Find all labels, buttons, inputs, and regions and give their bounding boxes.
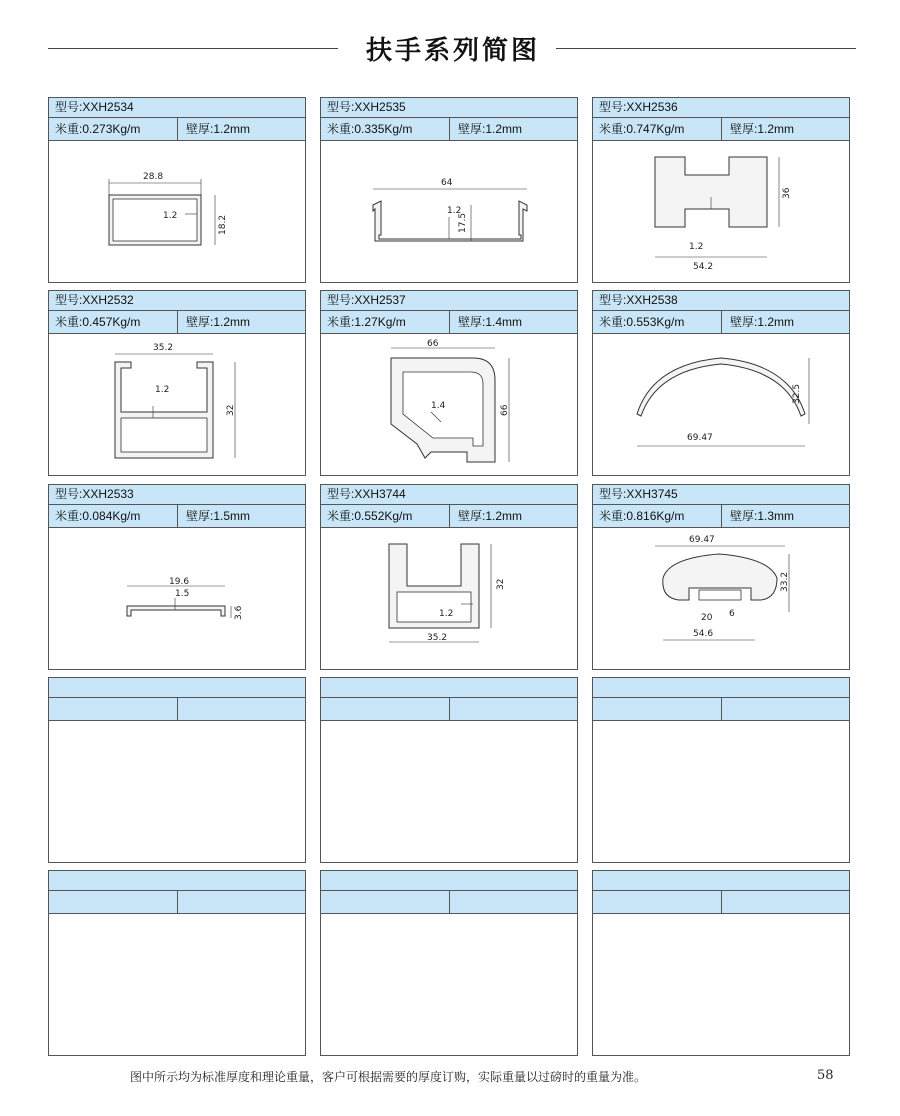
model-label: 型号: [599, 487, 627, 501]
weight-cell [593, 891, 722, 913]
profile-drawing-svg [321, 141, 577, 282]
weight-cell [321, 698, 450, 720]
weight-cell [593, 505, 722, 527]
profile-drawing [49, 141, 305, 282]
weight-cell [321, 311, 450, 333]
spec-row [593, 698, 849, 721]
weight-label: 米重: [599, 509, 627, 523]
weight-cell [593, 311, 722, 333]
profile-drawing-svg [593, 334, 849, 475]
weight-value: 0.747Kg/m [626, 122, 685, 136]
spec-row [49, 891, 305, 914]
product-card-xxh2533 [48, 484, 306, 670]
profile-drawing-svg [49, 334, 305, 475]
model-row [593, 485, 849, 505]
model-value: XXH3744 [354, 487, 406, 501]
wall-cell [450, 118, 579, 140]
title-rule-right [556, 48, 856, 49]
weight-value: 0.552Kg/m [354, 509, 413, 523]
dim-wall: 1.4 [431, 401, 446, 411]
model-label: 型号: [599, 293, 627, 307]
spec-row [321, 505, 577, 528]
weight-label: 米重: [327, 509, 355, 523]
weight-cell [49, 118, 178, 140]
profile-outline [655, 157, 767, 227]
dim-wall: 1.2 [447, 206, 462, 216]
wall-cell [450, 698, 579, 720]
wall-value: 1.4mm [485, 315, 523, 329]
weight-cell [593, 118, 722, 140]
profile-inner [113, 199, 197, 241]
wall-label: 壁厚: [186, 122, 214, 136]
wall-value: 1.2mm [757, 315, 795, 329]
spec-row [321, 891, 577, 914]
model-row [593, 291, 849, 311]
wall-value: 1.2mm [213, 315, 251, 329]
wall-label: 壁厚: [730, 315, 758, 329]
weight-label: 米重: [55, 315, 83, 329]
weight-value: 0.553Kg/m [626, 315, 685, 329]
wall-label: 壁厚: [458, 315, 486, 329]
product-card-xxh3745 [592, 484, 850, 670]
weight-value: 0.816Kg/m [626, 509, 685, 523]
model-value: XXH2537 [354, 293, 406, 307]
spec-row [321, 118, 577, 141]
model-row [321, 871, 577, 891]
model-value: XXH2534 [82, 100, 134, 114]
weight-label: 米重: [599, 122, 627, 136]
wall-value: 1.2mm [485, 122, 523, 136]
profile-outline [127, 606, 225, 616]
wall-value: 1.2mm [485, 509, 523, 523]
wall-cell [178, 505, 307, 527]
product-card-xxh2538 [592, 290, 850, 476]
wall-label: 壁厚: [186, 315, 214, 329]
dim-width: 54.2 [693, 262, 714, 272]
dim-width: 35.2 [153, 343, 174, 353]
wall-label: 壁厚: [730, 509, 758, 523]
model-row [321, 98, 577, 118]
dim-width: 64 [441, 178, 453, 188]
dim-wall: 1.5 [175, 589, 190, 599]
wall-cell [450, 891, 579, 913]
spec-row [49, 698, 305, 721]
product-card-xxh2536 [592, 97, 850, 283]
profile-drawing [593, 528, 849, 669]
profile-inner [699, 590, 741, 600]
weight-cell [49, 505, 178, 527]
empty-card [48, 870, 306, 1056]
profile-drawing-svg [49, 528, 305, 669]
model-label: 型号: [327, 293, 355, 307]
profile-drawing [321, 528, 577, 669]
page-number: 58 [817, 1068, 834, 1083]
profile-drawing [593, 141, 849, 282]
spec-row [593, 505, 849, 528]
spec-row [593, 311, 849, 334]
weight-value: 0.084Kg/m [82, 509, 141, 523]
wall-value: 1.5mm [213, 509, 251, 523]
dim-width: 19.6 [169, 577, 190, 587]
wall-label: 壁厚: [458, 509, 486, 523]
wall-cell [178, 118, 307, 140]
wall-label: 壁厚: [730, 122, 758, 136]
model-row [49, 871, 305, 891]
dim-width: 69.47 [689, 535, 715, 545]
model-row [321, 678, 577, 698]
profile-drawing-svg [593, 141, 849, 282]
weight-value: 1.27Kg/m [354, 315, 406, 329]
dim-height: 33.2 [780, 571, 790, 592]
profile-drawing-svg [49, 141, 305, 282]
model-row [593, 98, 849, 118]
wall-cell [450, 505, 579, 527]
dim-height: 3.6 [234, 605, 244, 620]
dim-height: 18.2 [218, 214, 228, 235]
model-row [321, 291, 577, 311]
model-value: XXH3745 [626, 487, 678, 501]
weight-cell [321, 118, 450, 140]
spec-row [49, 505, 305, 528]
dim-wall: 1.2 [163, 211, 178, 221]
product-card-xxh2537 [320, 290, 578, 476]
model-row [49, 678, 305, 698]
model-label: 型号: [55, 100, 83, 114]
profile-inner [397, 592, 471, 622]
page-title: 扶手系列简图 [365, 36, 540, 66]
dim-inner-depth: 6 [729, 609, 735, 619]
model-row [593, 871, 849, 891]
dim-height: 36 [782, 187, 792, 199]
model-value: XXH2533 [82, 487, 134, 501]
wall-cell [722, 891, 851, 913]
weight-cell [49, 698, 178, 720]
dim-height: 32 [496, 578, 506, 590]
model-label: 型号: [327, 100, 355, 114]
wall-cell [722, 698, 851, 720]
product-card-xxh2534 [48, 97, 306, 283]
profile-drawing [593, 334, 849, 475]
wall-cell [178, 698, 307, 720]
model-row [49, 291, 305, 311]
model-label: 型号: [599, 100, 627, 114]
profile-outline [637, 358, 805, 416]
wall-value: 1.3mm [757, 509, 795, 523]
empty-card [592, 677, 850, 863]
dim-height: 32.5 [792, 383, 802, 404]
spec-row [321, 311, 577, 334]
wall-cell [450, 311, 579, 333]
title-rule-left [48, 48, 338, 49]
profile-drawing [49, 528, 305, 669]
profile-inner [121, 418, 207, 452]
wall-cell [178, 891, 307, 913]
weight-label: 米重: [327, 122, 355, 136]
wall-value: 1.2mm [213, 122, 251, 136]
model-value: XXH2535 [354, 100, 406, 114]
wall-label: 壁厚: [186, 509, 214, 523]
product-card-xxh3744 [320, 484, 578, 670]
weight-value: 0.273Kg/m [82, 122, 141, 136]
dim-height: 32 [226, 404, 236, 416]
empty-card [320, 870, 578, 1056]
wall-label: 壁厚: [458, 122, 486, 136]
empty-card [48, 677, 306, 863]
dim-width: 28.8 [143, 172, 164, 182]
weight-cell [321, 891, 450, 913]
wall-value: 1.2mm [757, 122, 795, 136]
dim-height: 66 [500, 404, 510, 416]
weight-label: 米重: [327, 315, 355, 329]
model-label: 型号: [55, 293, 83, 307]
weight-cell [321, 505, 450, 527]
profile-drawing-svg [593, 528, 849, 669]
weight-value: 0.335Kg/m [354, 122, 413, 136]
empty-card [320, 677, 578, 863]
wall-cell [178, 311, 307, 333]
model-label: 型号: [327, 487, 355, 501]
model-row [593, 678, 849, 698]
wall-cell [722, 311, 851, 333]
dim-width: 66 [427, 339, 439, 349]
weight-label: 米重: [55, 509, 83, 523]
wall-cell [722, 118, 851, 140]
dim-wall: 1.2 [689, 242, 704, 252]
spec-row [593, 118, 849, 141]
weight-cell [49, 311, 178, 333]
profile-drawing [49, 334, 305, 475]
model-label: 型号: [55, 487, 83, 501]
profile-drawing-svg [321, 334, 577, 475]
model-value: XXH2532 [82, 293, 134, 307]
model-value: XXH2538 [626, 293, 678, 307]
weight-value: 0.457Kg/m [82, 315, 141, 329]
empty-card [592, 870, 850, 1056]
weight-label: 米重: [55, 122, 83, 136]
spec-row [49, 118, 305, 141]
dim-height: 17.5 [458, 212, 468, 233]
wall-cell [722, 505, 851, 527]
dim-base: 54.6 [693, 629, 714, 639]
model-value: XXH2536 [626, 100, 678, 114]
profile-drawing [321, 141, 577, 282]
weight-cell [49, 891, 178, 913]
profile-drawing [321, 334, 577, 475]
page-header [48, 28, 856, 68]
weight-label: 米重: [599, 315, 627, 329]
weight-cell [593, 698, 722, 720]
dim-wall: 1.2 [439, 609, 454, 619]
dim-width: 35.2 [427, 633, 448, 643]
product-card-xxh2532 [48, 290, 306, 476]
model-row [321, 485, 577, 505]
spec-row [593, 891, 849, 914]
product-card-xxh2535 [320, 97, 578, 283]
dim-inner-width: 20 [701, 613, 713, 623]
model-row [49, 485, 305, 505]
dim-width: 69.47 [687, 433, 713, 443]
spec-row [321, 698, 577, 721]
footnote: 图中所示均为标准厚度和理论重量，客户可根据需要的厚度订购，实际重量以过磅时的重量为准。 [130, 1070, 647, 1084]
dim-wall: 1.2 [155, 385, 170, 395]
spec-row [49, 311, 305, 334]
model-row [49, 98, 305, 118]
profile-drawing-svg [321, 528, 577, 669]
